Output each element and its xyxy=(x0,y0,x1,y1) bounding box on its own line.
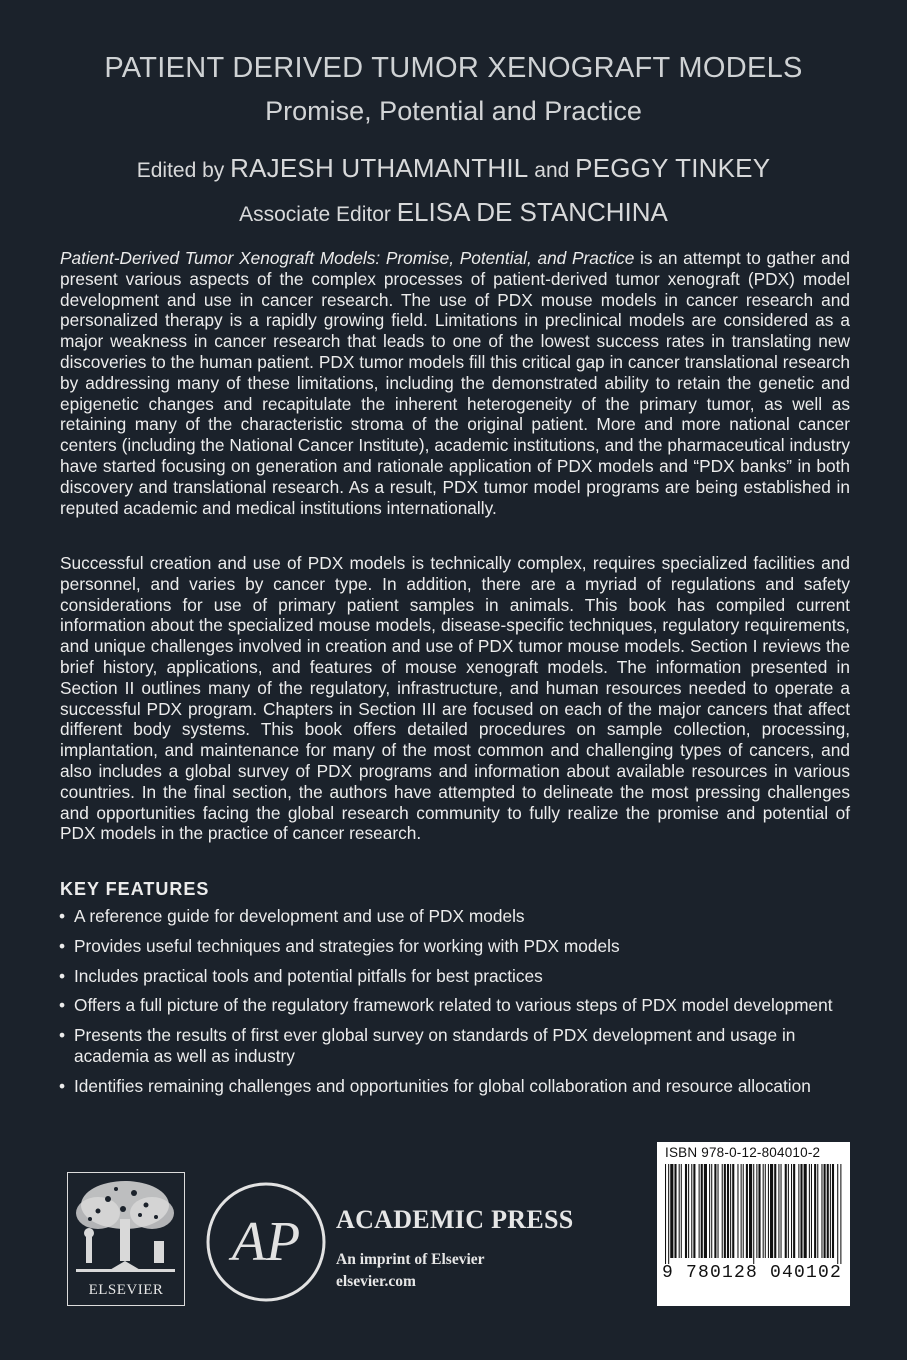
key-features-list xyxy=(58,906,848,1106)
list-item xyxy=(58,966,848,987)
barcode-bar xyxy=(756,1164,757,1258)
barcode-bar xyxy=(730,1164,731,1258)
barcode-bar xyxy=(743,1164,744,1258)
barcode-bar xyxy=(674,1164,676,1258)
barcode-bar xyxy=(824,1164,826,1258)
editors-line xyxy=(0,153,907,184)
elsevier-tree-icon xyxy=(68,1175,183,1279)
barcode-bar xyxy=(665,1164,666,1264)
barcode-bar xyxy=(741,1164,742,1258)
academic-press-name: ACADEMIC PRESS xyxy=(336,1205,574,1234)
barcode-bar xyxy=(693,1164,695,1258)
list-item xyxy=(58,936,848,957)
barcode-bar xyxy=(704,1164,707,1258)
book-subtitle: Promise, Potential and Practice xyxy=(265,96,642,126)
list-item xyxy=(58,906,848,927)
barcode-bar xyxy=(718,1164,719,1258)
editor-2: PEGGY TINKEY xyxy=(575,153,771,183)
bullet-icon: • xyxy=(59,906,66,926)
barcode-bar xyxy=(840,1164,841,1264)
barcode-bar xyxy=(778,1164,779,1258)
barcode-bar xyxy=(709,1164,710,1258)
list-item xyxy=(58,995,848,1016)
feature-text: Offers a full picture of the regulatory framework related to various steps of PDX model development xyxy=(74,995,833,1016)
barcode-bar xyxy=(830,1164,831,1258)
barcode-bar xyxy=(699,1164,700,1258)
feature-text: A reference guide for development and use of PDX models xyxy=(74,906,525,926)
book-title: PATIENT DERIVED TUMOR XENOGRAFT MODELS xyxy=(104,52,803,84)
barcode-bar xyxy=(821,1164,822,1258)
barcode-bar xyxy=(768,1164,769,1258)
associate-editor-label: Associate Editor xyxy=(239,203,391,226)
book-title-italic: Patient-Derived Tumor Xenograft Models: Promise, Potential, and Practice xyxy=(60,248,635,268)
barcode-bar xyxy=(811,1164,812,1258)
barcode-bar xyxy=(765,1164,766,1258)
academic-press-logo-icon xyxy=(204,1180,328,1304)
barcode-bar xyxy=(722,1164,723,1258)
barcode-bar xyxy=(804,1164,807,1258)
bullet-icon: • xyxy=(59,965,66,986)
barcode-bar xyxy=(817,1164,818,1258)
barcode-bar xyxy=(749,1164,752,1258)
barcode-bar xyxy=(814,1164,816,1258)
barcode-bar xyxy=(832,1164,834,1258)
barcode-bar xyxy=(691,1164,692,1258)
barcode-bar xyxy=(688,1164,689,1258)
barcode-bar xyxy=(798,1164,799,1258)
list-item xyxy=(58,1025,848,1067)
bullet-icon: • xyxy=(59,935,66,956)
barcode-bar xyxy=(701,1164,703,1258)
barcode-bar xyxy=(670,1164,673,1258)
barcode-bars-icon xyxy=(663,1164,844,1264)
barcode-bar xyxy=(753,1164,754,1264)
barcode-digits: 9 780128 040102 xyxy=(662,1263,843,1283)
bullet-icon: • xyxy=(59,1075,66,1096)
bullet-icon: • xyxy=(59,1025,66,1046)
barcode-bar xyxy=(809,1164,810,1258)
barcode-bar xyxy=(711,1164,712,1258)
barcode-bar xyxy=(724,1164,726,1258)
isbn-barcode xyxy=(657,1142,850,1306)
barcode-bar xyxy=(785,1164,787,1258)
barcode-bar xyxy=(827,1164,829,1258)
barcode-bar xyxy=(763,1164,764,1258)
imprint-text: An imprint of Elsevier xyxy=(336,1251,485,1268)
barcode-bar xyxy=(788,1164,789,1258)
feature-text: Provides useful techniques and strategies for working with PDX models xyxy=(74,935,620,956)
bullet-icon: • xyxy=(59,995,66,1016)
description-paragraph-2: Successful creation and use of PDX models is technically complex, requires specialized facilities and personnel, and varies by cancer type. In addition, there are a myriad of regulations and safety considerations for use of primary patient samples in animals. This book has compiled current information about the specialized mouse models, disease-specific techniques, regulatory requirements, and unique challenges involved in creation and use of PDX tumor mouse models. Section I reviews the brief history, applications, and features of mouse xenograft models. The information presented in Section II outlines many of the regulatory, infrastructure, and human resources needed to operate a successful PDX program. Chapters in Section III are focused on each of the major cancers that affect different body systems. This book offers detailed procedures on sample collection, processing, implantation, and maintenance for many of the most common and challenging types of cancers, and also includes a global survey of PDX programs and information about available resources in various countries. In the final section, the authors have attempted to delineate the most pressing challenges and opportunities facing the global research community to fully realize the promise and potential of PDX models in the practice of cancer research. xyxy=(60,553,850,844)
barcode-bar xyxy=(668,1164,669,1264)
associate-editor-line xyxy=(0,197,907,228)
feature-text: Identifies remaining challenges and opportunities for global collaboration and resource allocation xyxy=(74,1075,811,1096)
barcode-bar xyxy=(793,1164,795,1258)
barcode-bar xyxy=(800,1164,802,1258)
barcode-bar xyxy=(685,1164,687,1258)
feature-text: Presents the results of first ever global survey on standards of PDX development and usage in academia as well as industry xyxy=(74,1025,796,1066)
barcode-bar xyxy=(679,1164,680,1258)
ap-monogram: AP xyxy=(231,1211,301,1273)
barcode-bar xyxy=(837,1164,838,1264)
barcode-bar xyxy=(737,1164,738,1258)
isbn-label: ISBN 978-0-12-804010-2 xyxy=(665,1145,821,1160)
barcode-bar xyxy=(770,1164,773,1258)
edited-by-label: Edited by xyxy=(136,159,225,182)
barcode-bar xyxy=(758,1164,760,1258)
barcode-bar xyxy=(774,1164,776,1258)
feature-text: Includes practical tools and potential pitfalls for best practices xyxy=(74,965,543,986)
key-features-heading: KEY FEATURES xyxy=(60,879,210,899)
elsevier-wordmark: ELSEVIER xyxy=(88,1282,164,1298)
barcode-bar xyxy=(714,1164,716,1258)
editors-and: and xyxy=(534,159,570,182)
barcode-bar xyxy=(791,1164,792,1258)
barcode-bar xyxy=(732,1164,734,1258)
barcode-bar xyxy=(781,1164,782,1258)
barcode-bar xyxy=(746,1164,748,1258)
barcode-bar xyxy=(681,1164,682,1258)
publisher-website: elsevier.com xyxy=(336,1273,416,1290)
list-item xyxy=(58,1076,848,1097)
elsevier-logo xyxy=(67,1172,185,1306)
description-paragraph-1 xyxy=(60,248,850,518)
associate-editor-name: ELISA DE STANCHINA xyxy=(396,197,668,227)
editor-1: RAJESH UTHAMANTHIL xyxy=(230,153,529,183)
barcode-bar xyxy=(727,1164,729,1258)
description-paragraph-1-text: is an attempt to gather and present various aspects of the complex processes of patient-derived tumor xenograft (PDX) model development and use in cancer research. The use of PDX mouse models in cancer research and personalized therapy is a rapidly growing field. Limitations in preclinical models are considered as a major weakness in cancer research that leads to one of the lowest success rates in translating new discoveries to the human patient. PDX tumor models fill this critical gap in cancer translational research by addressing many of these limitations, including the demonstrated ability to retain the genetic and epigenetic changes and recapitulate the inherent heterogeneity of the primary tumor, as well as retaining many of the characteristic stroma of the original patient. More and more national cancer centers (including the National Cancer Institute), academic institutions, and the pharmaceutical industry have started focusing on generation and rationale application of PDX models and “PDX banks” in both discovery and translational research. As a result, PDX tumor model programs are being established in reputed academic and medical institutions internationally. xyxy=(60,248,850,518)
